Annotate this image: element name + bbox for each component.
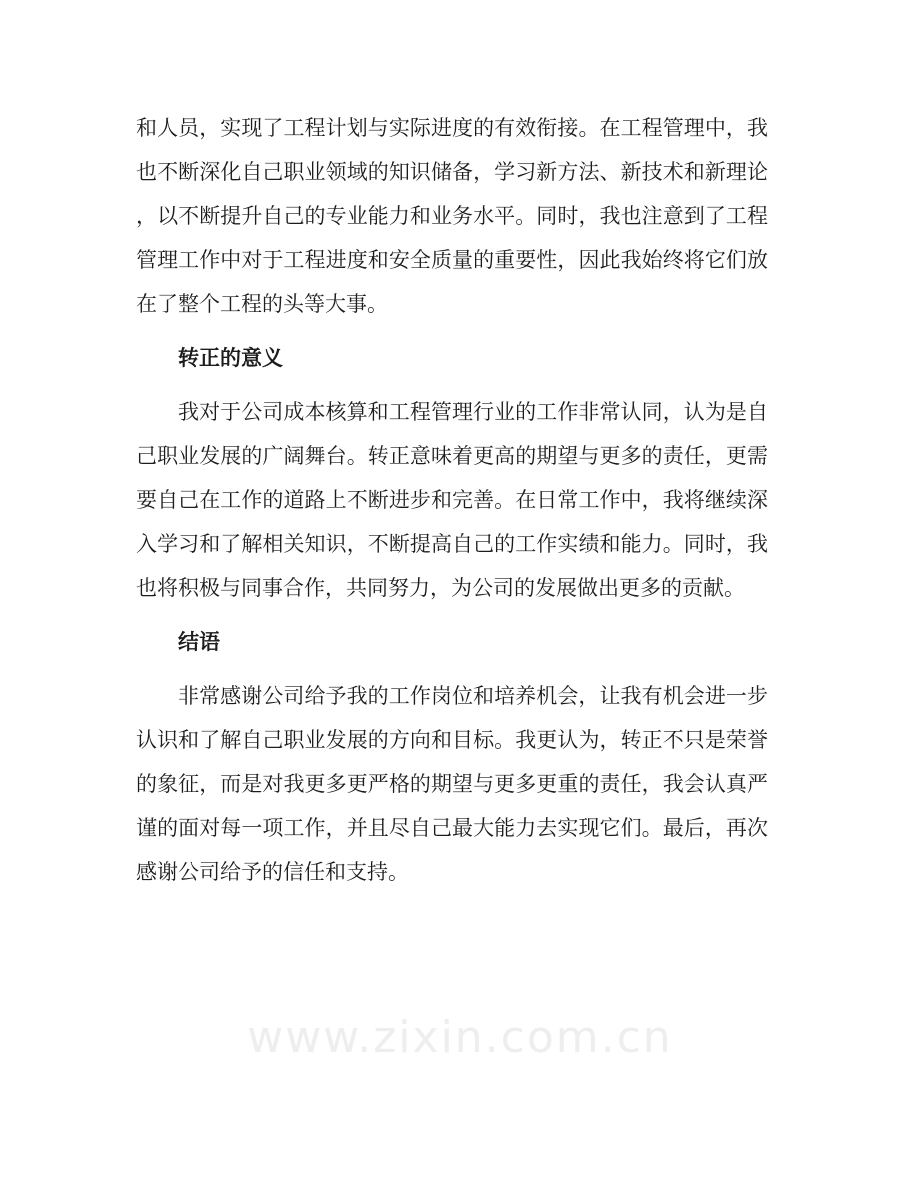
section-heading-significance [136,336,768,380]
paragraph-conclusion [136,674,768,894]
watermark: www.zixin.com.cn [247,1012,673,1063]
document-body [136,106,768,904]
text-line: 管理工作中对于工程进度和安全质量的重要性，因此我始终将它们放 [136,248,768,272]
heading-text: 转正的意义 [178,346,283,370]
text-line: 感谢公司给予的信任和支持。 [136,860,409,884]
text-line: 要自己在工作的道路上不断进步和完善。在日常工作中，我将继续深 [136,488,768,512]
text-line: 我对于公司成本核算和工程管理行业的工作非常认同，认为是自 [178,400,768,424]
text-line: 认识和了解自己职业发展的方向和目标。我更认为，转正不只是荣誉 [136,728,768,752]
text-line: 在了整个工程的头等大事。 [136,292,388,316]
text-line: 也将积极与同事合作，共同努力，为公司的发展做出更多的贡献。 [136,576,745,600]
section-heading-conclusion [136,620,768,664]
text-line: 谨的面对每一项工作，并且尽自己最大能力去实现它们。最后，再次 [136,816,768,840]
text-line: 的象征，而是对我更多更严格的期望与更多更重的责任，我会认真严 [136,772,768,796]
heading-text: 结语 [178,630,220,654]
paragraph-significance [136,390,768,610]
text-line: 和人员，实现了工程计划与实际进度的有效衔接。在工程管理中，我 [136,116,768,140]
text-line: 入学习和了解相关知识，不断提高自己的工作实绩和能力。同时，我 [136,532,768,556]
text-line: 非常感谢公司给予我的工作岗位和培养机会，让我有机会进一步 [178,684,768,708]
text-line: ，以不断提升自己的专业能力和业务水平。同时，我也注意到了工程 [136,204,768,228]
text-line: 己职业发展的广阔舞台。转正意味着更高的期望与更多的责任，更需 [136,444,768,468]
text-line: 也不断深化自己职业领域的知识储备，学习新方法、新技术和新理论 [136,160,768,184]
paragraph-continuation [136,106,768,326]
